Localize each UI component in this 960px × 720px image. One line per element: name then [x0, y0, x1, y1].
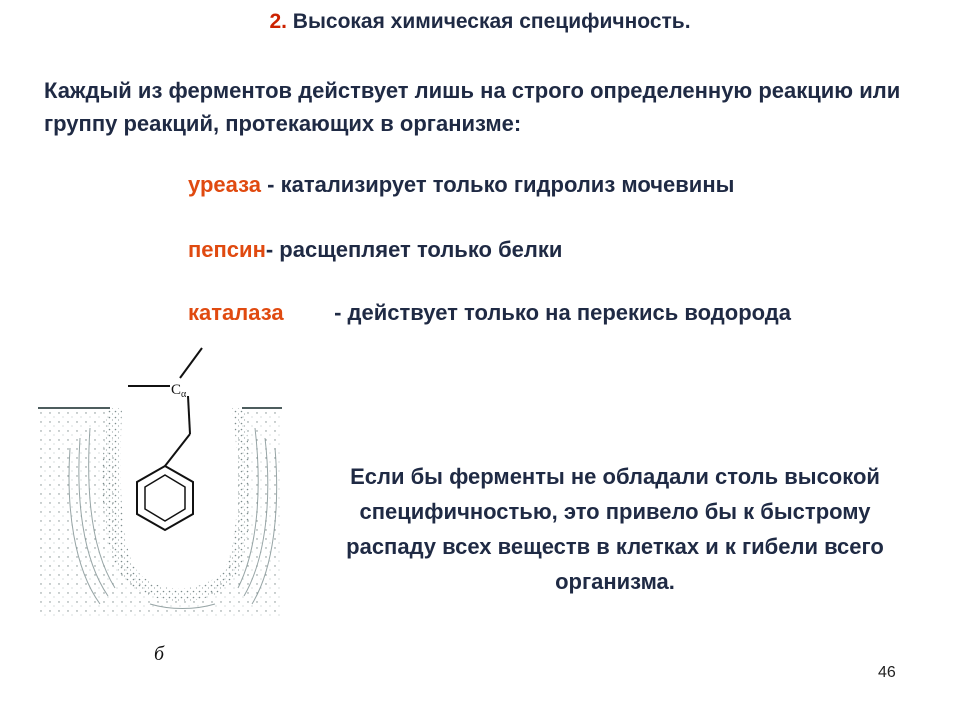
- enzyme-name: пепсин: [188, 237, 266, 262]
- figure-caption: б: [154, 643, 165, 665]
- enzyme-name: каталаза: [188, 300, 284, 325]
- enzyme-description: - расщепляет только белки: [265, 237, 563, 262]
- enzyme-description: - действует только на перекись водорода: [328, 300, 791, 325]
- intro-paragraph: Каждый из ферментов действует лишь на строго определенную реакцию или группу реакций, протекающих в организме:: [44, 78, 901, 136]
- page-number: 46: [878, 664, 896, 681]
- example-pepsin: [188, 237, 562, 263]
- atom-label: $C_\alpha$: [171, 382, 187, 400]
- example-catalase: [188, 300, 791, 326]
- conclusion-text: Если бы ферменты не обладали столь высокой специфичностью, это привело бы к быстрому распаду всех веществ в клетках и к гибели всего организма.: [346, 464, 884, 594]
- title-text: Высокая химическая специфичность.: [286, 10, 691, 33]
- title-number: 2.: [269, 10, 287, 33]
- enzyme-name: уреаза: [188, 172, 262, 197]
- active-site-figure: [30, 338, 290, 668]
- enzyme-description: - катализирует только гидролиз мочевины: [261, 172, 735, 197]
- slide-title: [0, 10, 960, 34]
- example-urease: [188, 172, 734, 198]
